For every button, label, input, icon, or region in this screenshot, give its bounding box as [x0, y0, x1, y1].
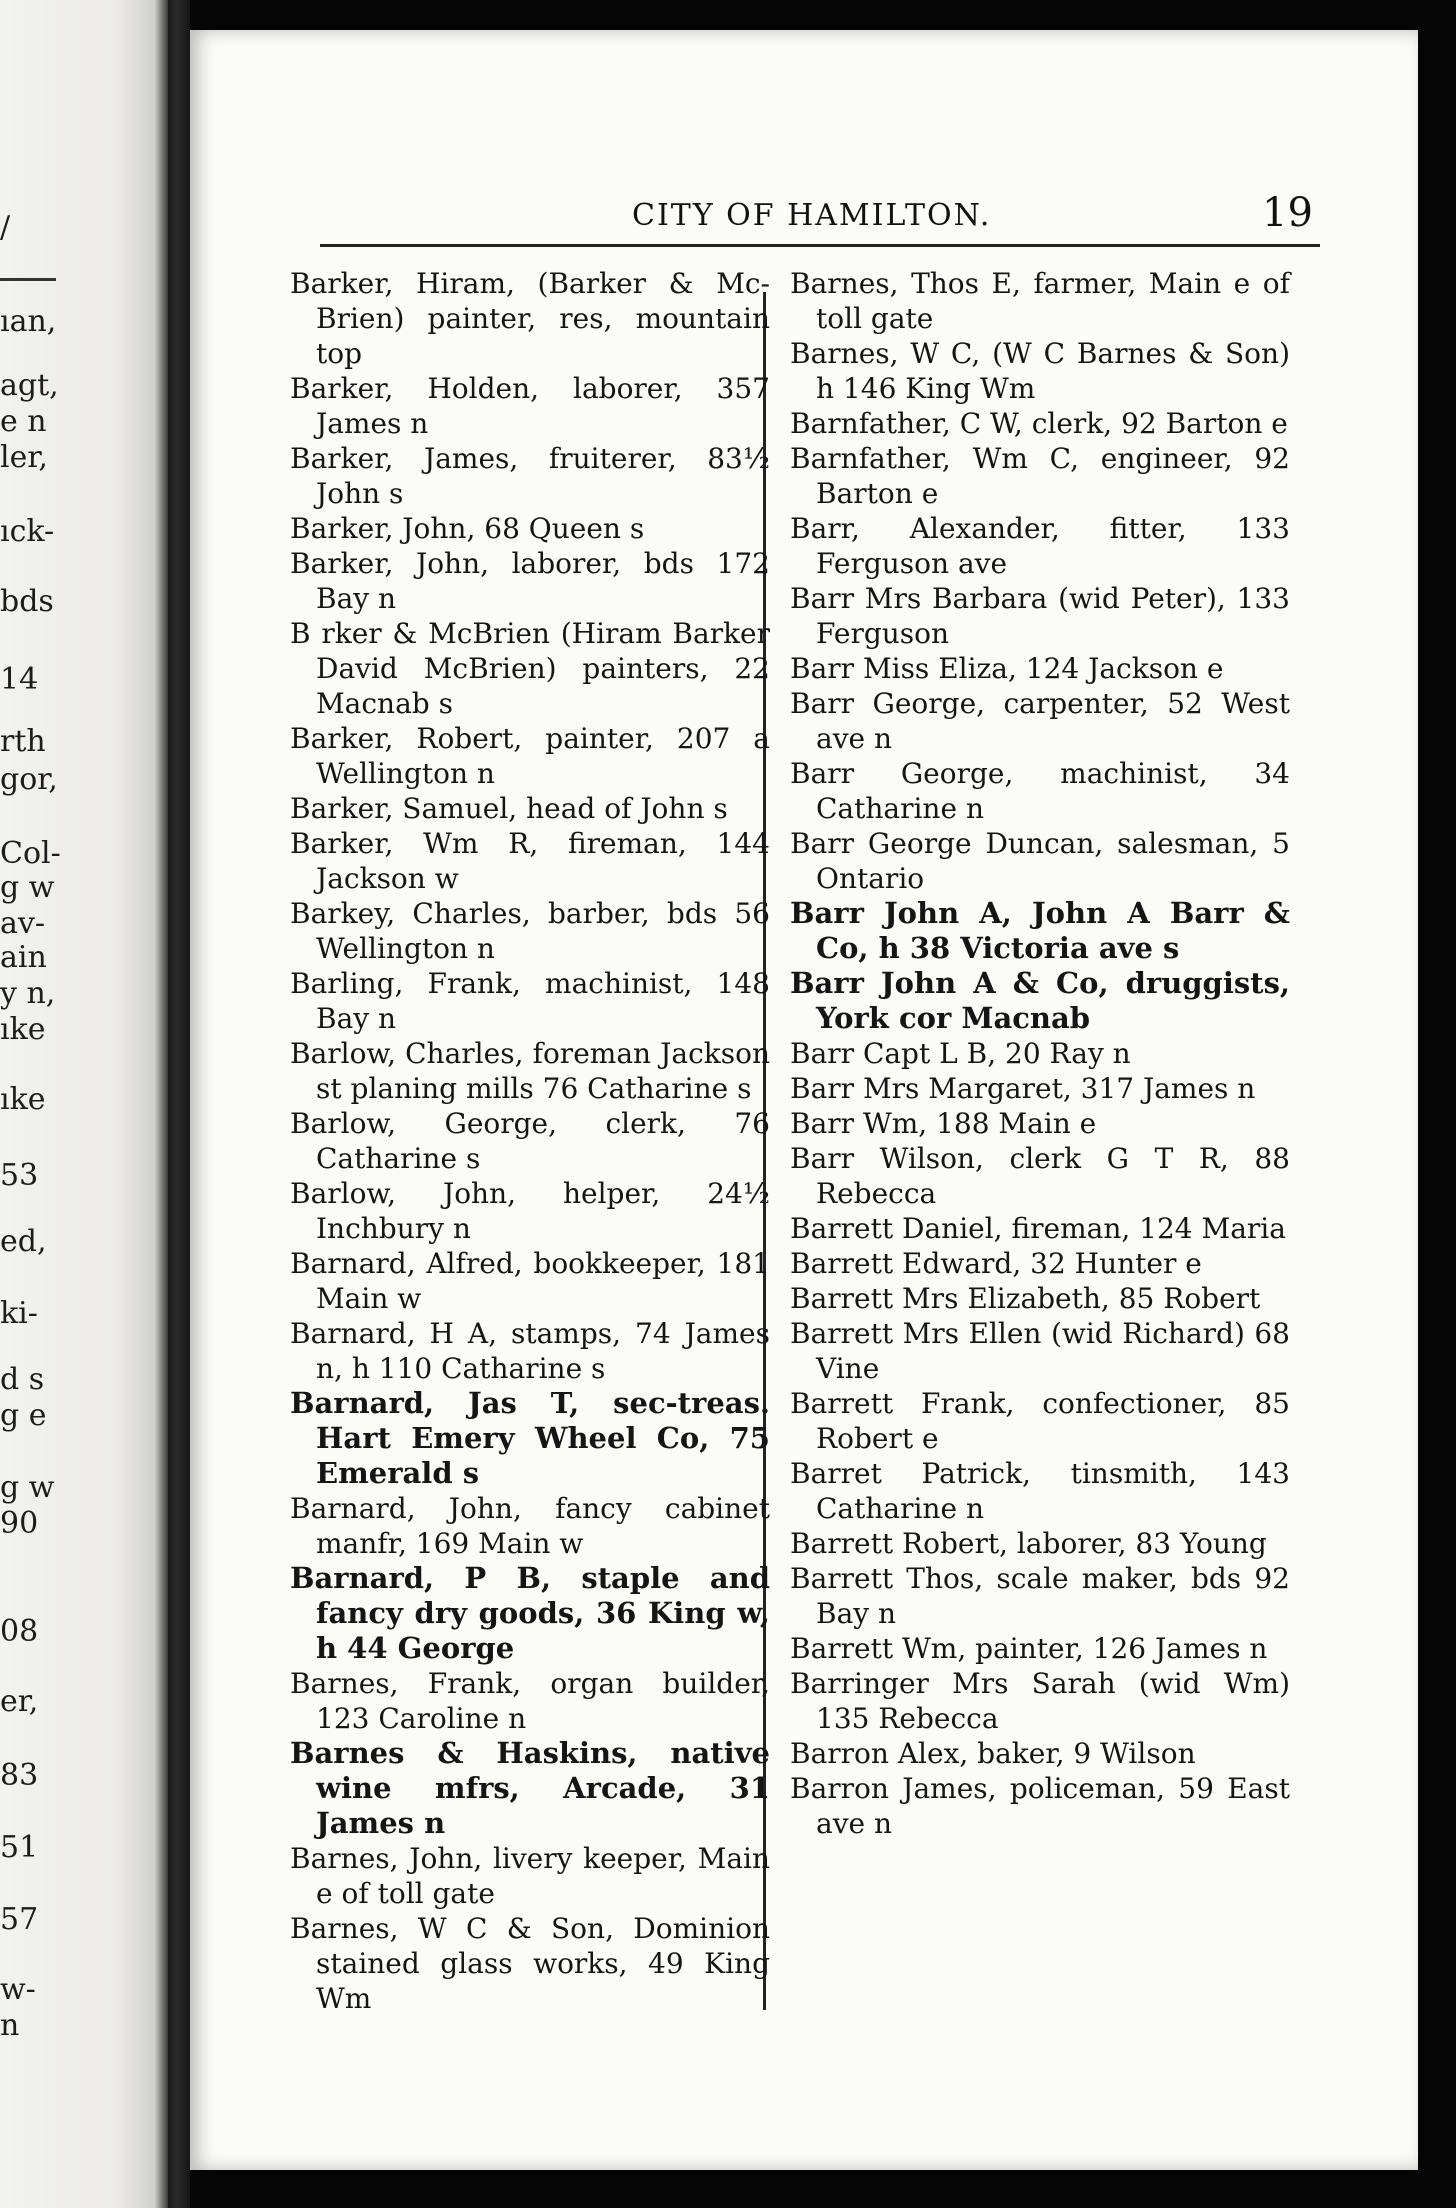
directory-entry: Barrett Edward, 32 Hunter e	[790, 1247, 1202, 1280]
directory-entry: Barker, Wm R, fireman, 144 Jackson w	[290, 827, 770, 895]
directory-entry: Barker, Robert, painter, 207 a Wellington n	[290, 722, 770, 790]
left-page-fragment: e n	[0, 404, 47, 439]
directory-entry: Barnfather, Wm C, engineer, 92 Barton e	[790, 442, 1290, 510]
left-page-fragment: ıck-	[0, 514, 55, 549]
left-page-fragment: ler,	[0, 440, 48, 475]
directory-entry: Barnes, Frank, organ builder, 123 Caroline n	[290, 1667, 770, 1735]
directory-entry: Barnes, John, livery keeper, Main e of toll gate	[290, 1842, 770, 1910]
directory-entry: Barnard, Alfred, bookkeeper, 181 Main w	[290, 1247, 770, 1315]
directory-entry: Barker, Hiram, (Barker & Mc-Brien) painter, res, mountain top	[290, 267, 770, 370]
left-page-fragment: /	[0, 210, 11, 245]
left-page-fragment: bds	[0, 584, 54, 619]
directory-entry: Barling, Frank, machinist, 148 Bay n	[290, 967, 770, 1035]
directory-entry: Barnard, H A, stamps, 74 James n, h 110 Catharine s	[290, 1317, 770, 1385]
directory-entry: Barrett Mrs Ellen (wid Richard) 68 Vine	[790, 1317, 1290, 1385]
left-page-fragment: ıan,	[0, 304, 57, 339]
directory-entry: Barnes, W C & Son, Dominion stained glass works, 49 King Wm	[290, 1912, 770, 2015]
directory-entry: Barron James, policeman, 59 East ave n	[790, 1772, 1290, 1840]
directory-page	[190, 30, 1418, 2170]
left-page-fragment: ıke	[0, 1082, 46, 1117]
left-page-fragment: agt,	[0, 368, 59, 403]
left-page-fragment: 90	[0, 1506, 39, 1541]
directory-entry: Barr John A & Co, druggists, York cor Macnab	[790, 966, 1290, 1035]
directory-entry: Barr George, carpenter, 52 West ave n	[790, 687, 1290, 755]
left-page-fragment: Col-	[0, 836, 61, 871]
directory-entry: Barr, Alexander, fitter, 133 Ferguson ave	[790, 512, 1290, 580]
directory-entry: Barr George Duncan, salesman, 5 Ontario	[790, 827, 1290, 895]
directory-entry: Barrett Wm, painter, 126 James n	[790, 1632, 1268, 1665]
left-page-fragment: 53	[0, 1158, 39, 1193]
left-page-fragment: ain	[0, 940, 47, 975]
directory-entry: Barr Miss Eliza, 124 Jackson e	[790, 652, 1224, 685]
left-page-fragment: 51	[0, 1830, 39, 1865]
directory-entry: Barr George, machinist, 34 Catharine n	[790, 757, 1290, 825]
directory-entry: Barnard, P B, staple and fancy dry goods, 36 King w, h 44 George	[290, 1561, 770, 1665]
directory-entry: Barker, Holden, laborer, 357 James n	[290, 372, 770, 440]
directory-entry: Barnes, Thos E, farmer, Main e of toll gate	[790, 267, 1290, 335]
directory-entry: Barr Wilson, clerk G T R, 88 Rebecca	[790, 1142, 1290, 1210]
directory-entry: B rker & McBrien (Hiram Barker David McBrien) painters, 22 Macnab s	[290, 617, 770, 720]
left-page-fragment: 57	[0, 1902, 39, 1937]
directory-entry: Barnes, W C, (W C Barnes & Son) h 146 King Wm	[790, 337, 1290, 405]
directory-entry: Barnard, John, fancy cabinet manfr, 169 Main w	[290, 1492, 770, 1560]
directory-entry: Barret Patrick, tinsmith, 143 Catharine n	[790, 1457, 1290, 1525]
left-page-fragment: er,	[0, 1684, 39, 1719]
directory-entry: Barr Wm, 188 Main e	[790, 1107, 1097, 1140]
directory-entry: Barrett Mrs Elizabeth, 85 Robert	[790, 1282, 1261, 1315]
left-page-fragment: g w	[0, 870, 55, 905]
page-title: CITY OF HAMILTON.	[632, 198, 992, 233]
directory-entry: Barkey, Charles, barber, bds 56 Wellington n	[290, 897, 770, 965]
directory-entry: Barker, John, 68 Queen s	[290, 512, 645, 545]
left-page-fragment: av-	[0, 906, 45, 941]
directory-entry: Barron Alex, baker, 9 Wilson	[790, 1737, 1196, 1770]
directory-entry: Barrett Thos, scale maker, bds 92 Bay n	[790, 1562, 1290, 1630]
left-page-fragment: w-	[0, 1972, 36, 2007]
directory-entry: Barker, John, laborer, bds 172 Bay n	[290, 547, 770, 615]
directory-entry: Barr John A, John A Barr & Co, h 38 Victoria ave s	[790, 896, 1290, 965]
left-page-fragment: y n,	[0, 976, 56, 1011]
directory-entry: Barker, Samuel, head of John s	[290, 792, 728, 825]
left-page-fragment: 08	[0, 1614, 39, 1649]
directory-entry: Barlow, George, clerk, 76 Catharine s	[290, 1107, 770, 1175]
left-page-edge	[0, 0, 168, 2208]
left-page-fragment: rth	[0, 724, 46, 759]
left-page-fragment: n	[0, 2008, 20, 2043]
directory-entry: Barrett Robert, laborer, 83 Young	[790, 1527, 1267, 1560]
left-page-fragment: g e	[0, 1398, 47, 1433]
left-page-fragment: g w	[0, 1470, 55, 1505]
directory-entry: Barr Capt L B, 20 Ray n	[790, 1037, 1131, 1070]
left-page-fragment: ki-	[0, 1296, 38, 1331]
directory-entry: Barnfather, C W, clerk, 92 Barton e	[790, 407, 1288, 440]
left-column	[290, 266, 770, 2016]
directory-entry: Barringer Mrs Sarah (wid Wm) 135 Rebecca	[790, 1667, 1290, 1735]
header-rule	[320, 244, 1320, 247]
directory-entry: Barnes & Haskins, native wine mfrs, Arcade, 31 James n	[290, 1736, 770, 1840]
page-number: 19	[1262, 190, 1313, 236]
directory-entry: Barlow, Charles, foreman Jackson st planing mills 76 Catharine s	[290, 1037, 770, 1105]
page-header	[190, 180, 1418, 240]
directory-entry: Barker, James, fruiterer, 83½ John s	[290, 442, 770, 510]
left-page-fragment: 14	[0, 662, 39, 697]
left-page-fragment: ıke	[0, 1012, 46, 1047]
directory-entry: Barrett Frank, confectioner, 85 Robert e	[790, 1387, 1290, 1455]
directory-entry: Barlow, John, helper, 24½ Inchbury n	[290, 1177, 770, 1245]
left-page-rule	[0, 278, 56, 281]
left-page-fragment: ed,	[0, 1224, 47, 1259]
directory-entry: Barr Mrs Margaret, 317 James n	[790, 1072, 1256, 1105]
left-page-fragment: gor,	[0, 762, 58, 797]
directory-entry: Barr Mrs Barbara (wid Peter), 133 Ferguson	[790, 582, 1290, 650]
directory-entry: Barnard, Jas T, sec-treas. Hart Emery Wheel Co, 75 Emerald s	[290, 1386, 770, 1490]
right-column	[790, 266, 1290, 1841]
book-gutter	[168, 0, 190, 2208]
directory-entry: Barrett Daniel, fireman, 124 Maria	[790, 1212, 1286, 1245]
left-page-fragment: d s	[0, 1362, 45, 1397]
left-page-fragment: 83	[0, 1758, 39, 1793]
